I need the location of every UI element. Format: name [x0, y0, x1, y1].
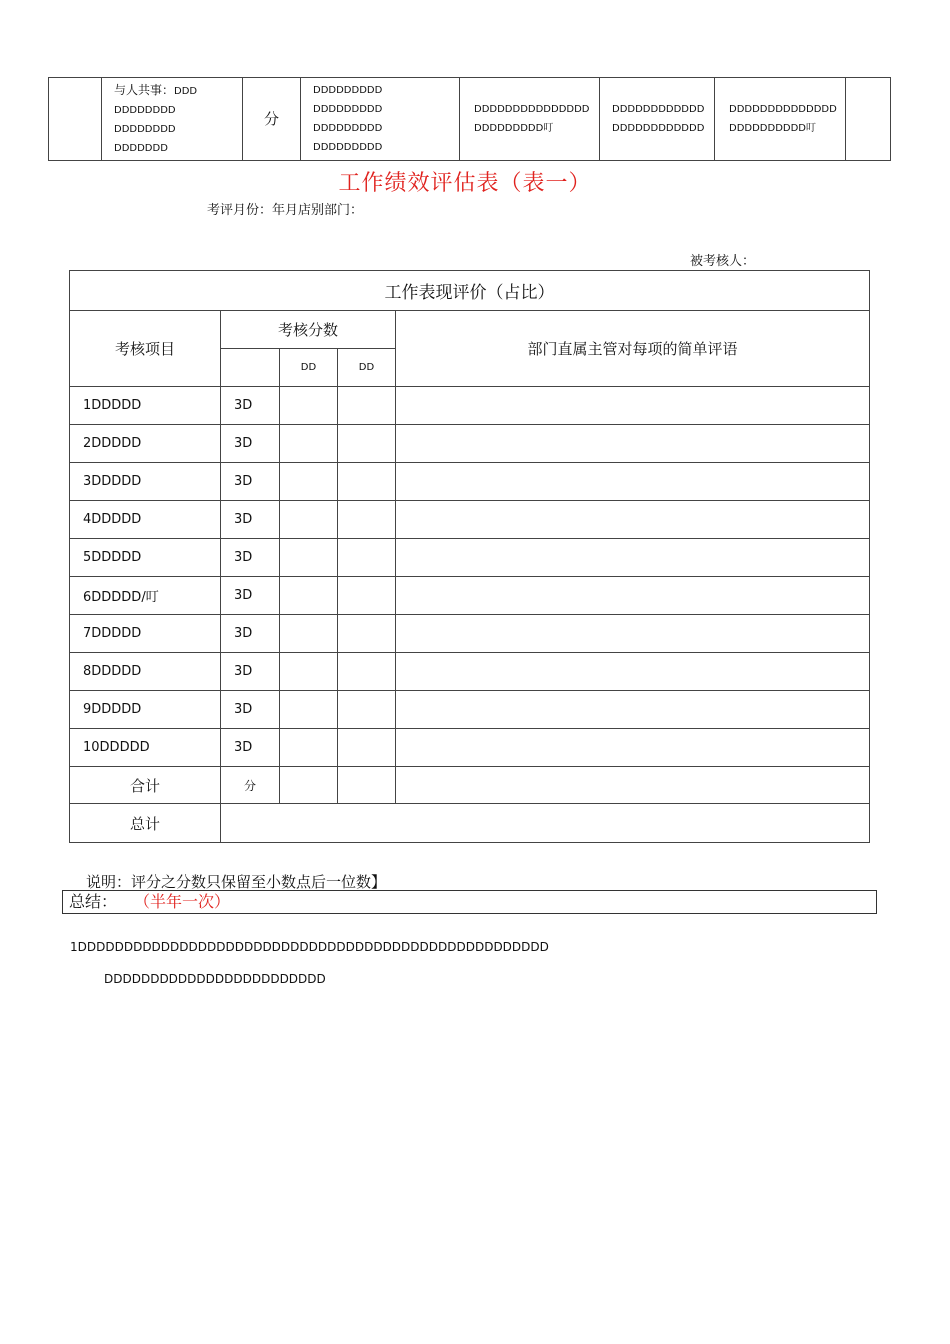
- assessee-line: 被考核人：: [690, 254, 756, 269]
- table-header-title: 工作表现评价（占比）: [70, 271, 870, 311]
- score-subcol-blank: [221, 349, 280, 387]
- subtotal-cell[interactable]: [280, 767, 338, 804]
- table-row: [70, 691, 870, 729]
- subtotal-cell[interactable]: [338, 767, 396, 804]
- comment-cell[interactable]: [396, 425, 870, 463]
- item-score: 3D: [221, 653, 280, 691]
- score-input-cell[interactable]: [338, 539, 396, 577]
- desc-line: DDDDDDDDD: [313, 142, 383, 153]
- level-line: DDDDDDDDDD叮: [729, 123, 817, 134]
- level-line: DDDDDDDDDDDD: [612, 104, 705, 115]
- item-name: 3DDDDD: [70, 463, 221, 501]
- table-row: [70, 387, 870, 425]
- item-score: 3D: [221, 501, 280, 539]
- item-name: 10DDDDD: [70, 729, 221, 767]
- table-row: [70, 501, 870, 539]
- item-score: 3D: [221, 425, 280, 463]
- item-name: 4DDDDD: [70, 501, 221, 539]
- table-row: [70, 425, 870, 463]
- item-score: 3D: [221, 615, 280, 653]
- subtotal-unit: 分: [221, 767, 280, 804]
- col-score-header: 考核分数: [221, 311, 396, 349]
- total-value-cell[interactable]: [221, 804, 870, 843]
- item-score: 3D: [221, 729, 280, 767]
- desc-line: DDDDDDDDD: [313, 104, 383, 115]
- period-line-clip: [207, 199, 364, 218]
- top-level-cell-c: [715, 78, 846, 161]
- subtotal-row: [70, 767, 870, 804]
- item-score: 3D: [221, 463, 280, 501]
- score-input-cell[interactable]: [280, 653, 338, 691]
- comment-cell[interactable]: [396, 539, 870, 577]
- level-line: DDDDDDDDDDDDDDD: [474, 104, 590, 115]
- top-continuation-table: [48, 77, 891, 161]
- performance-table: [69, 270, 870, 843]
- score-input-cell[interactable]: [338, 425, 396, 463]
- item-name: 2DDDDD: [70, 425, 221, 463]
- scoring-note: 说明：评分之分数只保留至小数点后一位数】: [86, 873, 387, 891]
- level-line: DDDDDDDDDDDDDD: [729, 104, 837, 115]
- top-level-cell-a: [460, 78, 600, 161]
- top-desc-cell: [301, 78, 460, 161]
- score-input-cell[interactable]: [338, 653, 396, 691]
- item-score: 3D: [221, 577, 280, 615]
- score-input-cell[interactable]: [338, 387, 396, 425]
- teamwork-line: DDDDDDD: [114, 142, 168, 154]
- table-row: [70, 539, 870, 577]
- table-row: [70, 463, 870, 501]
- col-comment-header: 部门直属主管对每项的简单评语: [396, 311, 870, 387]
- period-line: 考评月份：年月店别部门：: [207, 203, 364, 218]
- subtotal-comment-cell[interactable]: [396, 767, 870, 804]
- item-score: 3D: [221, 691, 280, 729]
- score-input-cell[interactable]: [338, 615, 396, 653]
- col-item-header: 考核项目: [70, 311, 221, 387]
- item-name: 8DDDDD: [70, 653, 221, 691]
- total-row: [70, 804, 870, 843]
- summary-paragraph-line-2: DDDDDDDDDDDDDDDDDDDDDDDD: [104, 972, 326, 986]
- level-line: DDDDDDDDD叮: [474, 123, 554, 134]
- top-level-cell-b: [600, 78, 715, 161]
- teamwork-line: DDD: [174, 85, 198, 97]
- teamwork-cell: [102, 78, 243, 161]
- subtotal-label: 合计: [70, 767, 221, 804]
- comment-cell[interactable]: [396, 387, 870, 425]
- score-input-cell[interactable]: [338, 501, 396, 539]
- comment-cell[interactable]: [396, 463, 870, 501]
- item-name: 1DDDDD: [70, 387, 221, 425]
- top-empty-cell-end: [846, 78, 891, 161]
- score-subcol-2: DD: [338, 349, 396, 387]
- top-score-cell: 分: [243, 78, 301, 161]
- score-input-cell[interactable]: [338, 577, 396, 615]
- score-input-cell[interactable]: [280, 501, 338, 539]
- score-input-cell[interactable]: [280, 729, 338, 767]
- table-row: [70, 653, 870, 691]
- score-input-cell[interactable]: [280, 615, 338, 653]
- score-input-cell[interactable]: [338, 729, 396, 767]
- score-input-cell[interactable]: [280, 577, 338, 615]
- assessee-line-clip: [690, 250, 756, 269]
- score-input-cell[interactable]: [280, 691, 338, 729]
- comment-cell[interactable]: [396, 729, 870, 767]
- desc-line: DDDDDDDDD: [313, 123, 383, 134]
- teamwork-line: DDDDDDDD: [114, 104, 176, 116]
- comment-cell[interactable]: [396, 615, 870, 653]
- desc-line: DDDDDDDDD: [313, 85, 383, 96]
- comment-cell[interactable]: [396, 577, 870, 615]
- comment-cell[interactable]: [396, 691, 870, 729]
- table-row: [70, 577, 870, 615]
- form-title: 工作绩效评估表（表一）: [338, 171, 592, 196]
- teamwork-label: 与人共事：: [114, 82, 175, 97]
- item-name: 7DDDDD: [70, 615, 221, 653]
- summary-paragraph-line-1: 1DDDDDDDDDDDDDDDDDDDDDDDDDDDDDDDDDDDDDDDDDDDDDDDDDDD: [70, 940, 549, 954]
- total-label: 总计: [70, 804, 221, 843]
- summary-frequency-note: （半年一次）: [134, 892, 231, 911]
- score-input-cell[interactable]: [280, 387, 338, 425]
- item-name: 9DDDDD: [70, 691, 221, 729]
- item-name: 6DDDDD/叮: [70, 577, 221, 615]
- score-input-cell[interactable]: [280, 425, 338, 463]
- item-name: 5DDDDD: [70, 539, 221, 577]
- level-line: DDDDDDDDDDDD: [612, 123, 705, 134]
- comment-cell[interactable]: [396, 501, 870, 539]
- score-input-cell[interactable]: [338, 691, 396, 729]
- top-empty-cell: [49, 78, 102, 161]
- score-input-cell[interactable]: [338, 463, 396, 501]
- comment-cell[interactable]: [396, 653, 870, 691]
- score-input-cell[interactable]: [280, 463, 338, 501]
- score-subcol-1: DD: [280, 349, 338, 387]
- item-score: 3D: [221, 539, 280, 577]
- table-row: [70, 729, 870, 767]
- score-input-cell[interactable]: [280, 539, 338, 577]
- item-score: 3D: [221, 387, 280, 425]
- teamwork-line: DDDDDDDD: [114, 123, 176, 135]
- summary-label: 总结：: [69, 892, 118, 911]
- table-row: [70, 615, 870, 653]
